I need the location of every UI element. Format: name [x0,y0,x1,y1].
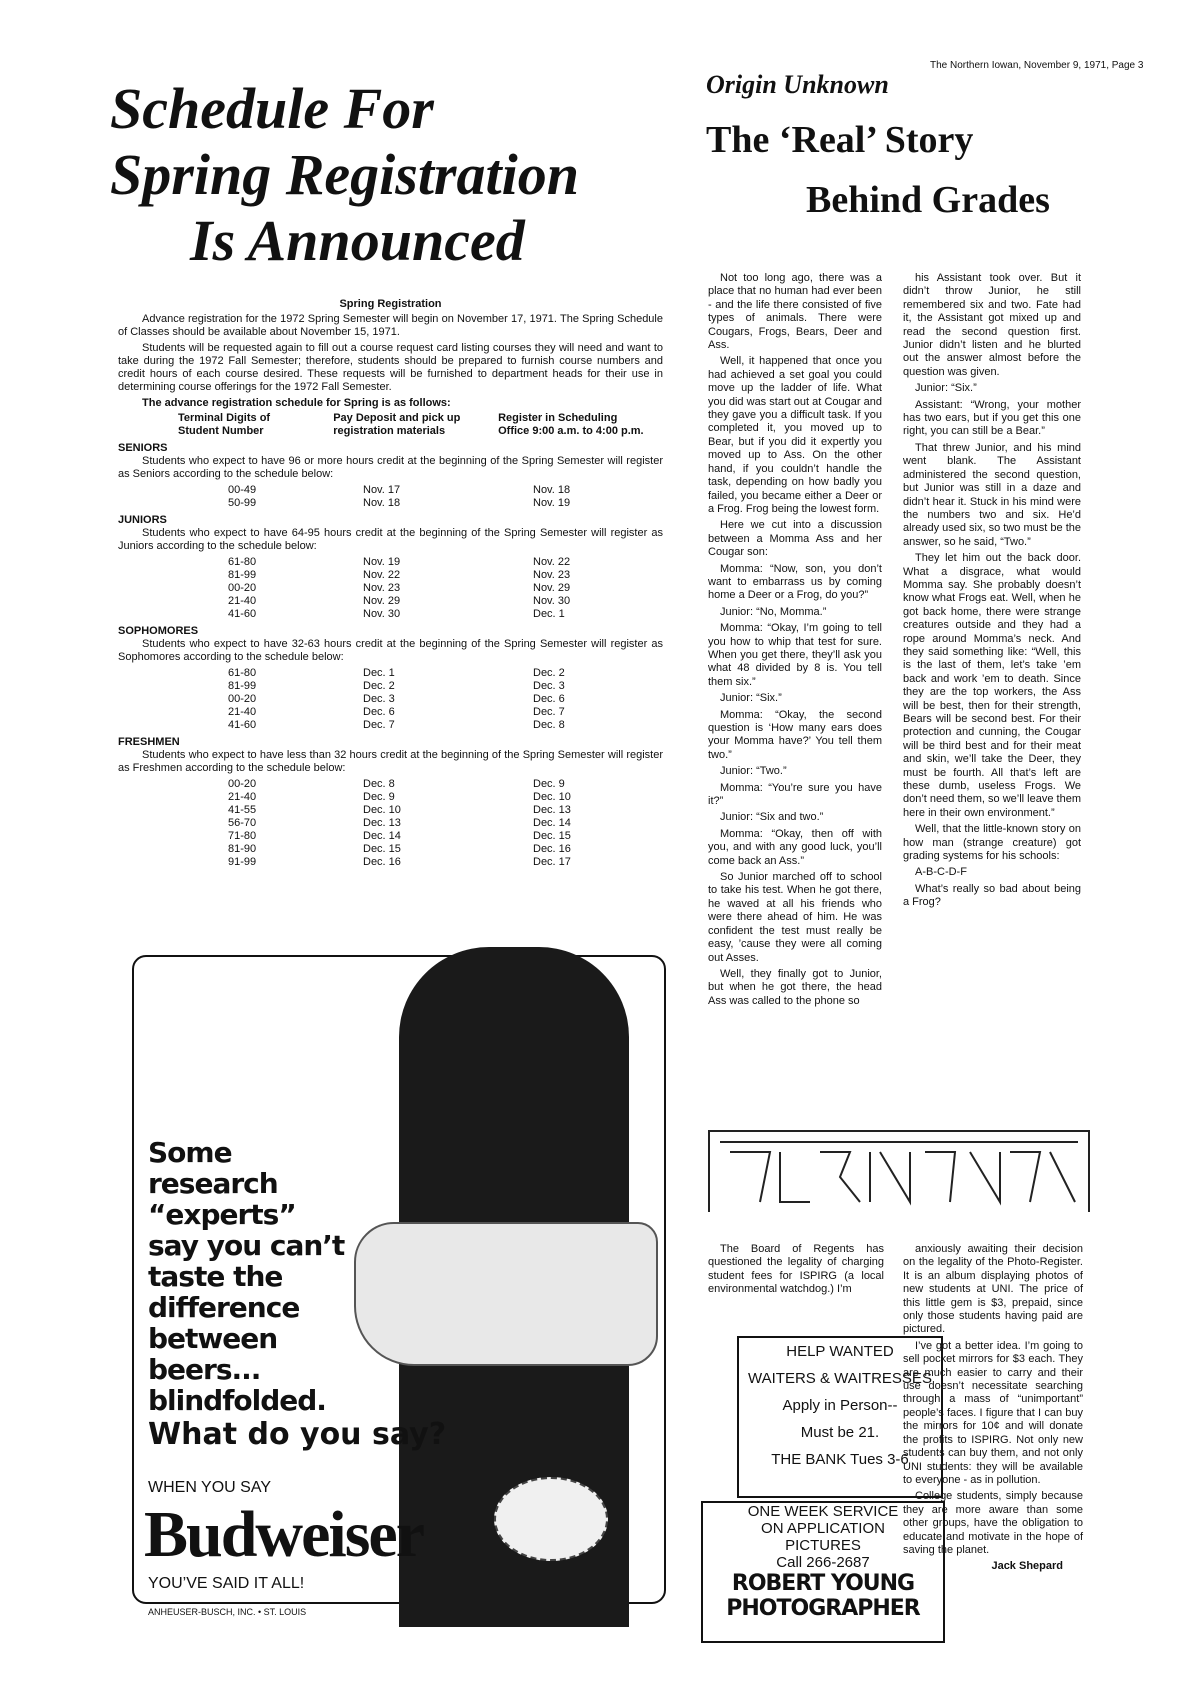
schedule-cell: Dec. 6 [363,706,395,718]
schedule-cell: Dec. 15 [533,830,571,842]
story-paragraph: So Junior marched off to school to take his test. When he got there, he waved at all his friends who were there ahead of him. He was confident the test must really be easy, ’cause they were all coming out Asses. [708,871,882,964]
story-paragraph: Well, it happened that once you had achieved a set goal you could move up the ladder of life. What you did was start out at Cougar and they gave you a difficult task. If you completed it, you moved up to Bear, but if you did it expertly you moved up to Ass. On the other hand, if you couldn’t handle the task, depending on how badly you failed, you became either a Deer or a Frog. Frog being the lowest form. [708,355,882,515]
headline-line: Schedule For [110,76,434,141]
schedule-cell: 81-90 [228,843,257,855]
schedule-row [118,778,663,791]
schedule-cell: 21-40 [228,791,257,803]
photo-name-line: PHOTOGRAPHER [726,1596,920,1621]
class-rows [118,484,663,510]
schedule-cell: Nov. 19 [533,497,571,509]
schedule-cell: Dec. 9 [363,791,395,803]
schedule-cell: Nov. 19 [363,556,401,568]
help-ad-line: Apply in Person-- [782,1397,898,1414]
class-description: Students who expect to have 96 or more hours credit at the beginning of the Spring Semester will register as Seniors according to the schedule below: [118,455,663,480]
class-description: Students who expect to have 32-63 hours credit at the beginning of the Spring Semester will register as Sophomores according to the schedule below: [118,638,663,663]
story-paragraph: Junior: “No, Momma.” [720,605,827,618]
column-header: Terminal Digits of Student Number [178,412,271,437]
schedule-cell: 56-70 [228,817,257,829]
ad-when: WHEN YOU SAY [148,1479,271,1496]
story-paragraph: Well, they finally got to Junior, but when he got there, the head Ass was called to the phone so [708,967,882,1007]
photographer-ad [701,1501,945,1643]
schedule-cell: 61-80 [228,667,257,679]
schedule-cell: Dec. 10 [363,804,401,816]
ad-copy-line: research [148,1167,278,1200]
schedule-cell: 71-80 [228,830,257,842]
help-wanted-ad [737,1336,943,1498]
column-banner [708,1130,1090,1212]
schedule-cell: 91-99 [228,856,257,868]
schedule-cell: Dec. 13 [533,804,571,816]
story-paragraph: Junior: “Six.” [720,692,782,705]
schedule-cell: 41-60 [228,719,257,731]
schedule-column-headers [118,412,663,438]
bottle-cap-illustration [494,1477,608,1561]
schedule-row [118,569,663,582]
ad-copy-line: say you can’t [148,1229,345,1262]
schedule-cell: 00-20 [228,778,257,790]
story-paragraph: Momma: “Now, son, you don’t want to embarrass us by coming home a Deer or a Frog, do you?” [708,562,882,602]
schedule-cell: Nov. 29 [533,582,571,594]
schedule-cell: Nov. 30 [533,595,571,607]
schedule-row [118,856,663,869]
ad-copy [148,1137,344,1416]
schedule-row [118,791,663,804]
story-paragraph: Junior: “Two.” [720,765,787,778]
headline-line: Spring Registration [110,142,579,207]
photo-name-line: ROBERT YOUNG [731,1571,915,1596]
story-paragraph: What’s really so bad about being a Frog? [903,882,1081,909]
ad-tagline: YOU’VE SAID IT ALL! [148,1575,305,1592]
ad-copy-line: “experts” [148,1198,296,1231]
schedule-cell: Dec. 14 [533,817,571,829]
schedule-paragraph: Advance registration for the 1972 Spring Semester will begin on November 17, 1971. The Spring Schedule of Classes should be available about November 15, 1971. [118,313,663,338]
schedule-cell: Nov. 22 [363,569,401,581]
letter-signature: Jack Shepard [991,1560,1063,1573]
schedule-row [118,582,663,595]
schedule-subhead: Spring Registration [339,298,442,310]
schedule-cell: Dec. 16 [533,843,571,855]
letter-paragraph: anxiously awaiting their decision on the legality of the Photo-Register. It is an album displaying photos of new students at UNI. The price of this little gem is $3, prepaid, since only those students having paid are pictured. [903,1243,1083,1336]
schedule-row [118,556,663,569]
story-paragraph: Not too long ago, there was a place that no human had ever been - and the life there consisted of five types of animals. There were Cougars, Frogs, Bears, Deer and Ass. [708,272,882,352]
schedule-cell: 81-99 [228,569,257,581]
schedule-cell: 21-40 [228,595,257,607]
schedule-cell: 50-99 [228,497,257,509]
photo-ad-line: Call 266-2687 [776,1554,870,1571]
story-paragraph: A-B-C-D-F [915,866,967,879]
schedule-cell: Dec. 7 [533,706,565,718]
ad-maker: ANHEUSER-BUSCH, INC. • ST. LOUIS [148,1607,307,1617]
ad-copy-line: beers... [148,1353,261,1386]
schedule-cell: 41-55 [228,804,257,816]
letter-paragraph: I’ve got a better idea. I’m going to sell pocket mirrors for $3 each. They are much easier to carry and their use doesn’t necessitate searching through a mass of “unimportant” people’s faces. I figure that I can buy the mirrors for 10¢ and will donate the profits to ISPIRG. Not only new students can buy them, and not only UNI students: they will be available to everyone - as in pollution. [903,1339,1083,1486]
class-name: SENIORS [118,442,168,454]
schedule-row [118,719,663,732]
schedule-cell: 00-20 [228,693,257,705]
story-kicker: Origin Unknown [706,70,889,99]
schedule-cell: Dec. 1 [363,667,395,679]
class-name: FRESHMEN [118,736,180,748]
ad-copy-line: taste the [148,1260,283,1293]
schedule-intro: The advance registration schedule for Spring is as follows: [142,397,451,409]
schedule-cell: Dec. 7 [363,719,395,731]
schedule-cell: Nov. 17 [363,484,401,496]
story-title-line1: The ‘Real’ Story [706,119,974,161]
story-paragraph: Here we cut into a discussion between a Momma Ass and her Cougar son: [708,519,882,559]
schedule-row [118,817,663,830]
schedule-cell: Nov. 18 [533,484,571,496]
schedule-headline [110,76,720,274]
schedule-cell: Dec. 10 [533,791,571,803]
column-header: Pay Deposit and pick up registration materials [333,412,461,437]
help-ad-line: WAITERS & WAITRESSES [748,1370,932,1387]
schedule-cell: Nov. 29 [363,595,401,607]
story-paragraph: Junior: “Six and two.” [720,811,824,824]
headline-line: Is Announced [190,208,525,273]
schedule-cell: Dec. 16 [363,856,401,868]
story-paragraph: Momma: “Okay, then off with you, and with any good luck, you’ll come back an Ass.” [708,827,882,867]
schedule-row [118,804,663,817]
class-description: Students who expect to have less than 32 hours credit at the beginning of the Spring Semester will register as Freshmen according to the schedule below: [118,749,663,774]
ad-brand: Budweiser [144,1498,423,1571]
schedule-cell: Dec. 8 [533,719,565,731]
schedule-cell: Nov. 23 [363,582,401,594]
story-paragraph: That threw Junior, and his mind went blank. The Assistant administered the second question, but Junior was still in a daze and didn’t hear it. Stuck in his mind were the numbers two and six. He’d already used six, so two must be the answer, so he said, “Two.” [903,441,1081,548]
class-rows [118,667,663,732]
schedule-cell: Dec. 9 [533,778,565,790]
photo-ad-lines [703,1503,943,1571]
help-ad-line: HELP WANTED [786,1343,894,1360]
letter-paragraph: The Board of Regents has questioned the legality of charging student fees for ISPIRG (a local environmental watchdog.) I’m [708,1243,884,1296]
story-paragraph: Assistant: “Wrong, your mother has two ears, but if you get this one right, you can still be a Bear.” [903,398,1081,438]
schedule-row [118,680,663,693]
schedule-cell: Dec. 15 [363,843,401,855]
story-paragraph: his Assistant took over. But it didn’t throw Junior, he still remembered six and two. Fate had it, the Assistant got mixed up and read the second question first. Junior didn’t listen and he blurted out the answer almost before the question was given. [903,272,1081,378]
class-schedules [118,442,663,869]
class-rows [118,556,663,621]
schedule-cell: Dec. 2 [533,667,565,679]
letter-paragraph: College students, simply because they are more aware than some other groups, have the obligation to educate and motivate in the hope of saving the planet. [903,1490,1083,1556]
ad-copy-line: blindfolded. [148,1384,326,1417]
photo-ad-line: ONE WEEK SERVICE [747,1503,899,1520]
schedule-cell: Dec. 3 [363,693,395,705]
photo-ad-line: PICTURES [785,1537,861,1554]
schedule-cell: 00-20 [228,582,257,594]
class-name: JUNIORS [118,514,167,526]
schedule-cell: Nov. 23 [533,569,571,581]
letter-column-1 [708,1243,884,1300]
ad-copy-line: Some [148,1136,232,1169]
schedule-row [118,595,663,608]
schedule-cell: Nov. 18 [363,497,401,509]
schedule-cell: 00-49 [228,484,257,496]
schedule-cell: Dec. 17 [533,856,571,868]
schedule-cell: 21-40 [228,706,257,718]
blindfold-illustration [354,1222,658,1366]
schedule-cell: 41-60 [228,608,257,620]
schedule-cell: Dec. 1 [533,608,565,620]
schedule-cell: Dec. 14 [363,830,401,842]
story-column-1 [708,272,882,1011]
ad-copy-line: difference [148,1291,300,1324]
class-name: SOPHOMORES [118,625,199,637]
schedule-row [118,484,663,497]
help-ad-line: Must be 21. [800,1424,880,1441]
story-title-line2: Behind Grades [806,179,1050,221]
schedule-cell: Dec. 6 [533,693,565,705]
schedule-cell: Nov. 22 [533,556,571,568]
banner-lettering-icon [710,1132,1088,1212]
schedule-row [118,608,663,621]
column-header: Register in Scheduling Office 9:00 a.m. to 4:00 p.m. [498,412,644,437]
story-paragraph: Momma: “Okay, the second question is ‘How many ears does your Momma have?’ You tell them two.” [708,708,882,761]
story-paragraph: Momma: “You’re sure you have it?” [708,781,882,808]
schedule-cell: Nov. 30 [363,608,401,620]
photo-ad-line: ON APPLICATION [761,1520,885,1537]
schedule-row [118,693,663,706]
schedule-cell: 61-80 [228,556,257,568]
schedule-row [118,667,663,680]
schedule-paragraph: Students will be requested again to fill out a course request card listing courses they will need and want to take during the 1972 Fall Semester; therefore, students should be prepared to furnish course numbers and credit hours of each course desired. These requests will be furnished to department heads for their use in determining course offerings for the 1972 Fall Semester. [118,342,663,393]
registration-schedule [118,298,663,873]
class-description: Students who expect to have 64-95 hours credit at the beginning of the Spring Semester will register as Juniors according to the schedule below: [118,527,663,552]
schedule-cell: Dec. 3 [533,680,565,692]
story-column-2 [903,272,1081,913]
story-paragraph: Junior: “Six.” [915,382,977,395]
help-ad-line: THE BANK Tues 3-6 [771,1451,909,1468]
story-paragraph: Well, that the little-known story on how man (strange creature) got grading systems for his schools: [903,823,1081,863]
budweiser-ad [132,955,666,1617]
schedule-cell: Dec. 13 [363,817,401,829]
schedule-cell: Dec. 8 [363,778,395,790]
page-folio: The Northern Iowan, November 9, 1971, Page 3 [930,60,1144,71]
story-paragraph: Momma: “Okay, I’m going to tell you how to whip that test for sure. When you get there, they’ll ask you what 48 divided by 8 is. You tell them six.” [708,622,882,688]
story-paragraph: They let him out the back door. What a disgrace, what would Momma say. She probably doesn’t know what Frogs eat. Well, when he got back home, there were strange creatures outside and they had a rope around Momma’s neck. And they said something like: “Well, this is the last of them, let’s take ’em back and work ’em to death. Since they are the top workers, the Ass will be best, then for their strength, Bears will be second best. For their protection and cunning, the Cougar will be third best and for their meat and skin, we’ll take the Deer, they must be fourth. All that’s left are these dumb, useless Frogs. We don’t need them, so we’ll leave them here in their own environment.” [903,552,1081,819]
schedule-row [118,497,663,510]
schedule-cell: Dec. 2 [363,680,395,692]
schedule-cell: 81-99 [228,680,257,692]
ad-copy-line: between [148,1322,278,1355]
schedule-row [118,706,663,719]
schedule-row [118,843,663,856]
ad-question: What do you say? [148,1417,447,1452]
schedule-row [118,830,663,843]
photographer-name [703,1571,943,1621]
class-rows [118,778,663,869]
